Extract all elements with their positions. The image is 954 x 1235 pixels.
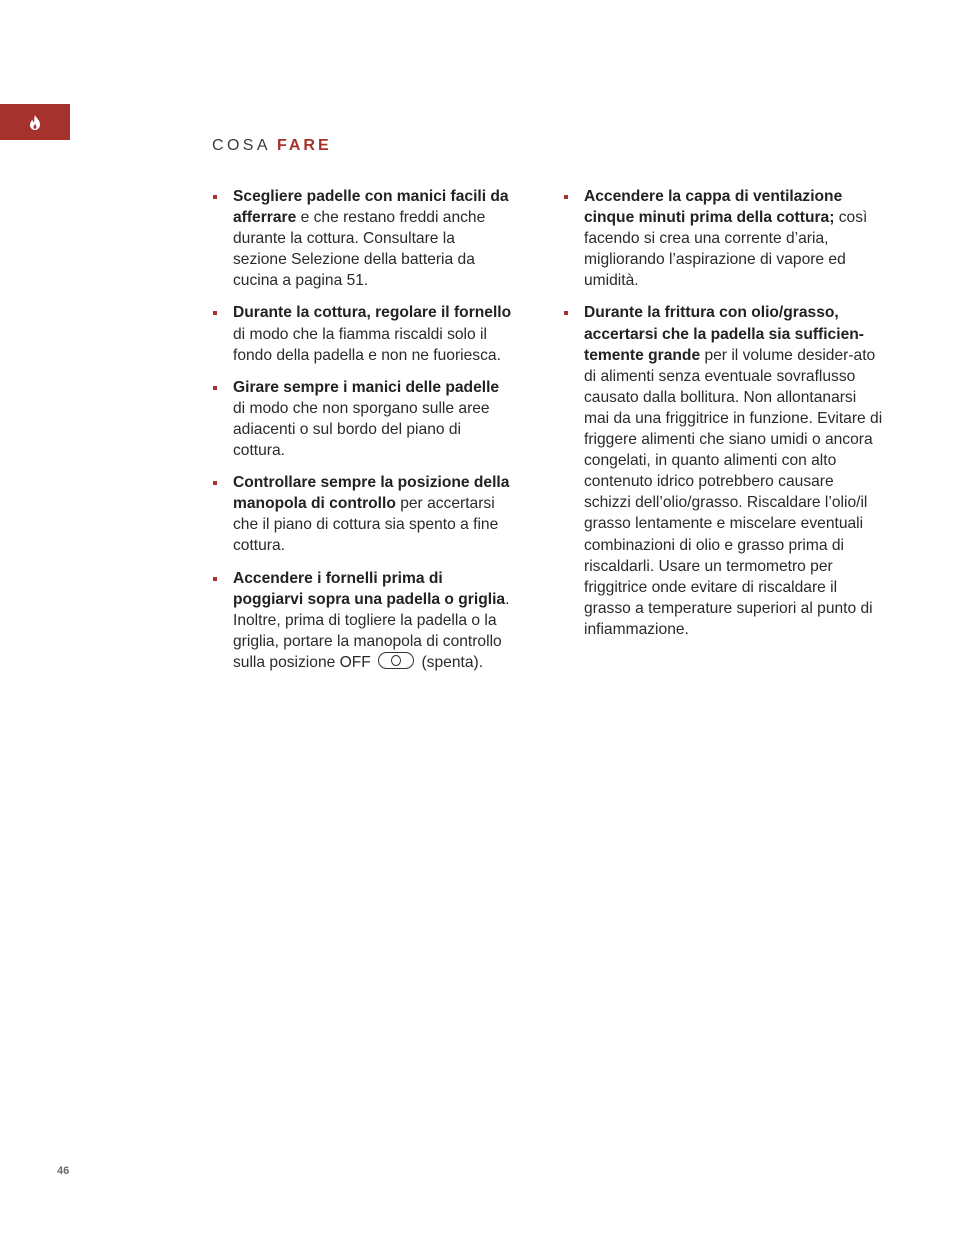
- list-item: [212, 302, 512, 365]
- item-bold: Durante la cottura, regolare il fornello: [233, 304, 512, 322]
- list-item: [212, 472, 512, 556]
- section-tab: [0, 104, 70, 140]
- item-bold: Durante la frittura con olio/grasso, accertarsi che la padella sia sufficien-temente grande: [584, 304, 864, 364]
- flame-icon: [29, 115, 41, 130]
- bullet-icon: [564, 311, 568, 315]
- item-text: e che restano freddi anche durante la cottura. Consultare la sezione Selezione della batteria da cucina a pagina 51.: [233, 209, 486, 290]
- heading-prefix: COSA: [212, 137, 271, 154]
- item-bold: Controllare sempre la posizione della manopola di controllo: [233, 474, 510, 513]
- item-text-after: (spenta).: [417, 653, 484, 671]
- list-item: [212, 377, 512, 461]
- item-text: di modo che la fiamma riscaldi solo il fondo della padella e non ne fuoriesca.: [233, 325, 501, 364]
- item-bold: Accendere i fornelli prima di poggiarvi sopra una padella o griglia: [233, 569, 506, 608]
- item-text: . Inoltre, prima di togliere la padella o la griglia, portare la manopola di controllo sulla posizione OFF: [233, 590, 510, 671]
- bullet-icon: [213, 386, 217, 390]
- off-symbol-icon: [378, 652, 414, 669]
- list-item: [212, 186, 512, 291]
- item-text: di modo che non sporgano sulle aree adiacenti o sul bordo del piano di cottura.: [233, 399, 490, 460]
- item-text: per accertarsi che il piano di cottura sia spento a fine cottura.: [233, 495, 499, 555]
- bullet-icon: [564, 195, 568, 199]
- list-item: [212, 568, 512, 673]
- heading-accent: FARE: [276, 137, 332, 154]
- item-bold: Girare sempre i manici delle padelle: [233, 378, 500, 396]
- page-number: 46: [57, 1165, 70, 1177]
- item-text: per il volume desider-ato di alimenti senza eventuale sovraflusso causato dalla bollitura. Non allontanarsi mai da una friggitrice in funzione. Evitare di friggere alimenti che siano umidi o ancora congelati, in quanto alimenti con alto contenuto idrico potrebbero causare schizzi dell’olio/grasso. Riscaldare l’olio/il grasso lentamente e miscelare eventuali combinazioni di olio e grasso prima di riscaldarli. Usare un termometro per friggitrice onde evitare di riscaldare il grasso a temperature superiori al punto di infiammazione.: [584, 346, 883, 638]
- bullet-icon: [213, 195, 217, 199]
- left-column: [212, 186, 512, 684]
- list-item: [563, 186, 883, 291]
- bullet-icon: [213, 577, 217, 581]
- list-item: [563, 302, 883, 640]
- item-text: così facendo si crea una corrente d’aria, migliorando l’aspirazione di vapore ed umidità.: [584, 209, 868, 290]
- bullet-icon: [213, 311, 217, 315]
- bullet-icon: [213, 481, 217, 485]
- section-heading: [212, 137, 332, 155]
- item-bold: Scegliere padelle con manici facili da afferrare: [233, 188, 509, 227]
- item-bold: Accendere la cappa di ventilazione cinque minuti prima della cottura;: [584, 188, 843, 227]
- right-column: [563, 186, 883, 651]
